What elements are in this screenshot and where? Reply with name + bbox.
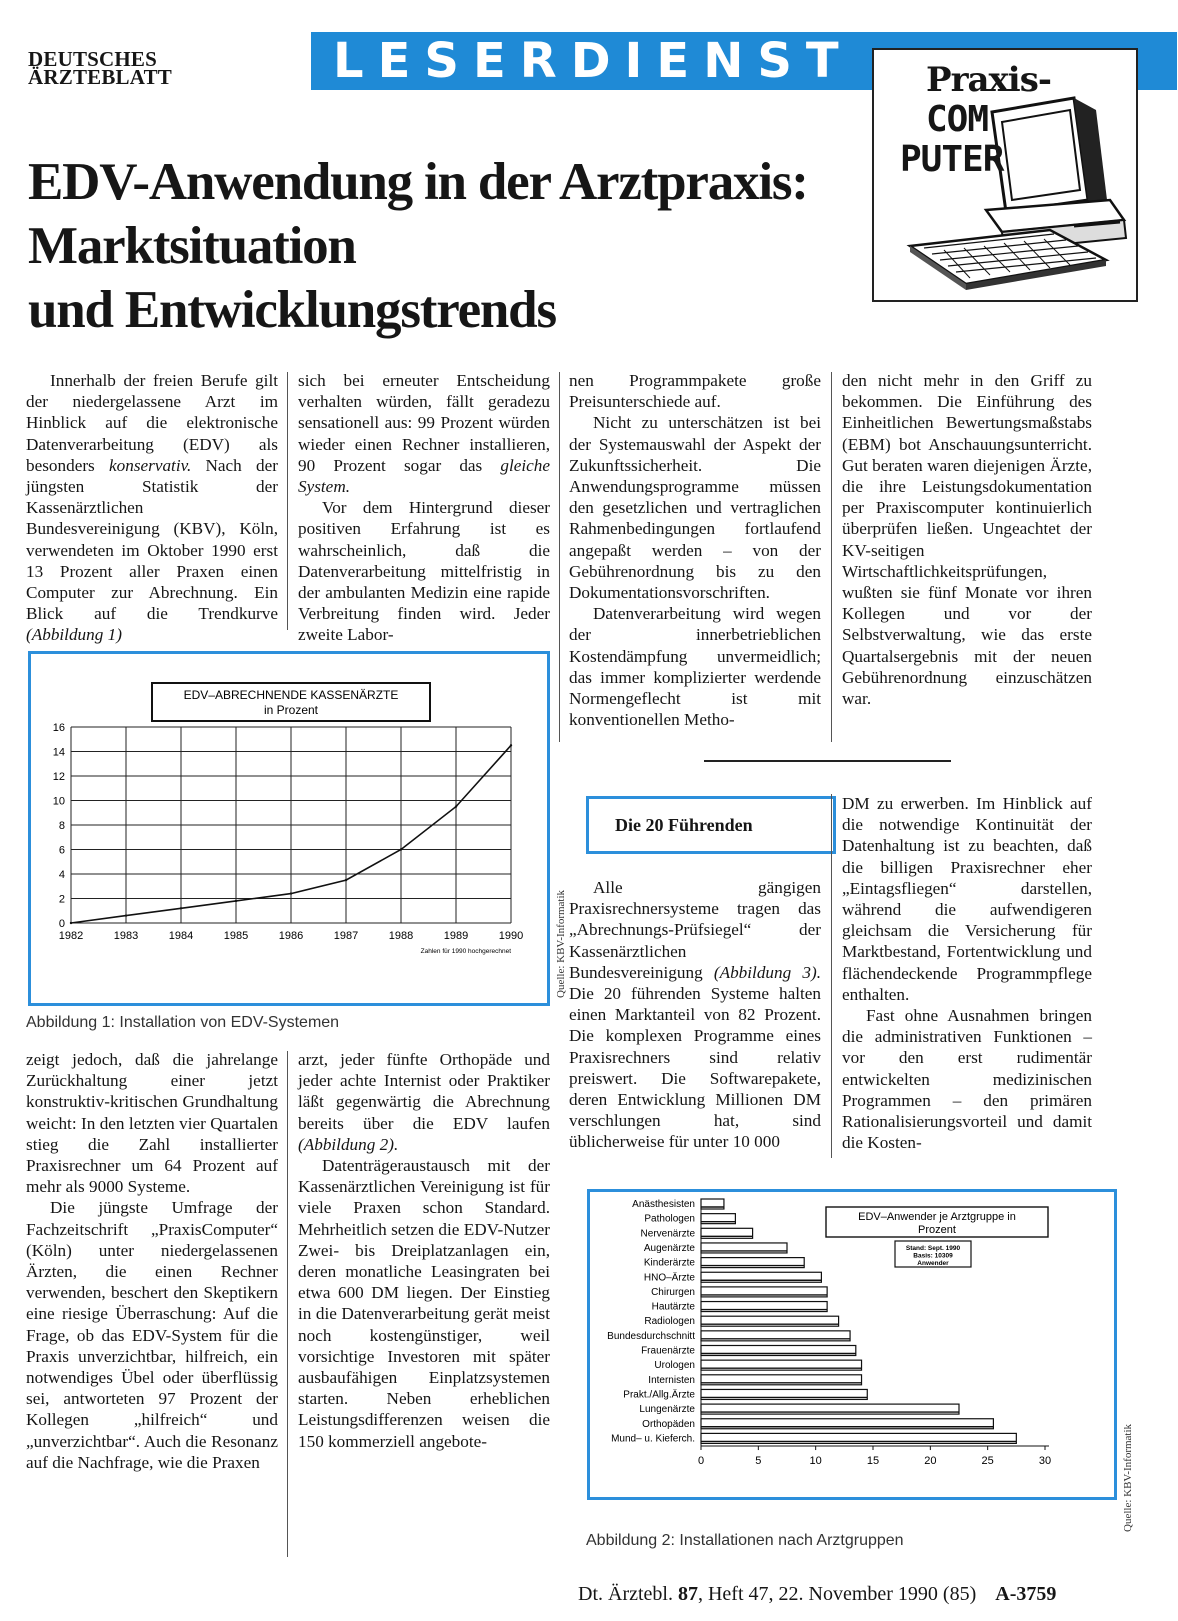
x-tick-label: 1982 xyxy=(58,930,84,942)
logo-line-1: Praxis- xyxy=(926,60,1051,100)
figure-1-caption: Abbildung 1: Installation von EDV-Systemen xyxy=(26,1014,340,1031)
emphasis: (Abbildung 2). xyxy=(298,1134,399,1154)
masthead xyxy=(28,47,172,89)
x-tick-label: 1984 xyxy=(168,930,194,942)
figure-2-frame xyxy=(587,1189,1117,1500)
emphasis: (Abbildung 3). xyxy=(713,962,821,982)
x-tick-label: 5 xyxy=(755,1455,762,1468)
separator-rule xyxy=(704,760,951,762)
category-label: Radiologen xyxy=(644,1316,695,1328)
x-tick-label: 1990 xyxy=(498,930,524,942)
x-tick-label: 1988 xyxy=(388,930,414,942)
data-point xyxy=(345,879,347,881)
column-1-top xyxy=(26,370,278,645)
article-title xyxy=(28,150,808,342)
paragraph xyxy=(298,1049,550,1155)
title-line-3: und Entwicklungstrends xyxy=(28,281,556,339)
y-tick-label: 16 xyxy=(52,722,65,734)
section-banner-label: LESERDIENST xyxy=(333,33,853,89)
paragraph: DM zu erwerben. Im Hinblick auf die notwendige Kontinuität der Datenhaltung ist zu beachten, daß die billigen Praxisrechner eher „Eintagsfliegen“ darstellen, während die aufwendigeren gleichsam die Versicherung für Marktbestand, Fortentwicklung und flächendeckende Programmpflege enthalten. xyxy=(842,794,1092,1004)
paragraph: Datenträgeraustausch mit der Kassenärztlichen Vereinigung ist für viele Praxen schon Standard. Mehrheitlich setzen die EDV-Nutzer Zwei- bis Dreiplatzanlagen ein, deren monatliche Leasingraten bei etwa 600 DM liegen. Der Einstieg in die Datenverarbeitung gerät meist noch kostengünstiger, weil vorsichtige Investoren mit später ausbaufähigen Einplatzsystemen starten. Neben erheblichen Leistungsdifferenzen weisen die 150 kommerziell angebote- xyxy=(298,1156,550,1451)
category-label: HNO–Ärzte xyxy=(643,1272,695,1284)
x-tick-label: 30 xyxy=(1038,1455,1052,1468)
footer-journal: Dt. Ärztebl. xyxy=(578,1583,673,1605)
x-tick-label: 10 xyxy=(809,1455,822,1468)
column-rule xyxy=(831,794,832,1158)
data-point xyxy=(455,805,457,807)
paragraph: nen Programmpakete große Preisunterschiede auf. xyxy=(569,371,821,412)
y-tick-label: 0 xyxy=(58,918,65,930)
data-point xyxy=(400,848,402,850)
text-span: Die 20 führenden Systeme halten einen Marktanteil von 82 Prozent. Die komplexen Programme eines Praxisrechners sind relativ preiswert. Die Softwarepakete, deren Entwicklung Millionen DM verschlungen hat, sind üblicherweise für unter 10 000 xyxy=(569,984,821,1152)
paragraph xyxy=(26,370,278,646)
y-tick-label: 10 xyxy=(52,795,65,808)
category-label: Lungenärzte xyxy=(639,1404,695,1416)
x-tick-label: 0 xyxy=(697,1455,705,1468)
y-tick-label: 4 xyxy=(58,869,65,881)
category-label: Anästhesisten xyxy=(632,1199,695,1210)
logo-line-2: COM xyxy=(926,99,989,140)
paragraph: Die jüngste Umfrage der Fachzeitschrift „PraxisComputer“ (Köln) unter niedergelassenen Ärzten, die einen Rechner verwenden, beschert den Skeptikern eine riesige Überraschung: Auf die Frage, ob das EDV-System für die Praxis unverzichtbar, hilfreich, ein notwendiges Übel oder überflüssig sei, antworteten 97 Prozent der Kollegen „hilfreich“ und „unverzichtbar“. Auch die Resonanz auf die Nachfrage, wie die Praxen xyxy=(26,1198,278,1472)
x-tick-label: 1985 xyxy=(223,930,249,942)
chart-title-line-1: EDV–Anwender je Arztgruppe in xyxy=(858,1211,1016,1223)
column-rule xyxy=(287,372,288,630)
y-tick-label: 6 xyxy=(58,844,65,857)
category-label: Nervenärzte xyxy=(640,1228,695,1240)
category-label: Kinderärzte xyxy=(643,1257,695,1269)
category-label: Frauenärzte xyxy=(641,1345,695,1357)
text-span: sich bei erneuter Entscheidung verhalten würden, fällt geradezu sensationell aus: 99 Prozent würden wieder einen Rechner installieren, 90 Prozent sogar das xyxy=(298,371,550,475)
data-point xyxy=(125,914,127,916)
figure-1-source: Quelle: KBV-Informatik xyxy=(555,889,567,998)
text-span: arzt, jeder fünfte Orthopäde und jeder achte Internist oder Praktiker läßt gegenwärtig die Abrechnung bereits über die EDV laufen xyxy=(298,1050,550,1133)
footer-issue: , Heft 47, 22. November 1990 (85) xyxy=(697,1583,977,1605)
column-4-top xyxy=(842,370,1092,742)
paragraph xyxy=(298,370,550,497)
text-span: Nach der jüngsten Statistik der Kassenärztlichen Bundesvereinigung (KBV), Köln, verwendeten im Oktober 1990 erst 13 Prozent aller Praxen einen Computer zur Abrechnung. Ein Blick auf die Trendkurve xyxy=(26,455,278,624)
category-label: Prakt./Allg.Ärzte xyxy=(623,1389,695,1401)
column-3-bottom xyxy=(569,877,821,1159)
paragraph: Nicht zu unterschätzen ist bei der Systemauswahl der Aspekt der Zukunftssicherheit. Die Anwendungsprogramme müssen den gesetzlichen und vertraglichen Rahmenbedingungen fortlaufend angepaßt werden – von der Gebührenordnung bis zu den Dokumentationsvorschriften. xyxy=(569,413,821,603)
title-line-2: Marktsituation xyxy=(28,217,356,275)
column-4-bottom xyxy=(842,793,1092,1159)
emphasis: gleiche System. xyxy=(298,455,550,497)
masthead-line-1: DEUTSCHES xyxy=(28,47,158,71)
annotation-text: Stand: Sept. 1990 xyxy=(905,1245,961,1252)
column-rule xyxy=(287,1051,288,1557)
emphasis: (Abbildung 1) xyxy=(26,625,122,645)
sidebar-box-title: Die 20 Führenden xyxy=(586,796,836,854)
category-label: Urologen xyxy=(654,1360,695,1372)
figure-2-source: Quelle: KBV-Informatik xyxy=(1122,1423,1134,1532)
data-point xyxy=(235,900,237,902)
column-3-top xyxy=(569,370,821,742)
category-label: Chirurgen xyxy=(651,1286,695,1298)
praxis-computer-logo xyxy=(872,48,1138,302)
x-tick-label: 25 xyxy=(981,1455,994,1468)
page-footer xyxy=(578,1583,1056,1606)
figure-1-frame xyxy=(28,651,550,1006)
category-label: Internisten xyxy=(648,1374,695,1386)
y-tick-label: 12 xyxy=(52,771,65,783)
paragraph: den nicht mehr in den Griff zu bekommen. Die Einführung des Einheitlichen Bewertungsmaßstabs (EBM) bot Anschauungsunterricht. Gut beraten waren diejenigen Ärzte, die ihre Leistungsdokumentation per Praxiscomputer kontinuierlich überprüfen ließen. Ungeachtet der KV-seitigen Wirtschaftlichkeitsprüfungen, wußten sie fünf Monate vor ihren Kollegen und vor der Selbstverwaltung, wie das erste Quartalsergebnis mit der neuen Gebührenordnung einzuschätzen war. xyxy=(842,371,1092,709)
logo-line-3: PUTER xyxy=(900,139,1004,180)
figure-2-caption: Abbildung 2: Installationen nach Arztgruppen xyxy=(586,1532,904,1549)
emphasis: konservativ. xyxy=(109,455,192,475)
paragraph: Datenverarbeitung wird wegen der innerbetrieblichen Kostendämpfung unvermeidlich; das immer komplizierter werdende Normengeflecht ist mit konventionellen Metho- xyxy=(569,604,821,730)
column-1-bottom xyxy=(26,1049,278,1559)
x-tick-label: 1983 xyxy=(113,930,139,942)
annotation-text: Basis: 10309 xyxy=(913,1252,953,1260)
category-label: Augenärzte xyxy=(643,1242,695,1254)
paragraph: Vor dem Hintergrund dieser positiven Erfahrung ist es wahrscheinlich, daß die Datenverarbeitung mittelfristig in der ambulanten Medizin eine rapide Verbreitung finden wird. Jeder zweite Labor- xyxy=(298,498,550,645)
chart-note: Zahlen für 1990 hochgerechnet xyxy=(420,948,511,955)
paragraph: Fast ohne Ausnahmen bringen die administrativen Funktionen – vor den erst rudimentär entwickelten medizinischen Programmen – den primären Rationalisierungsvorteil und damit die Kosten- xyxy=(842,1006,1092,1153)
y-tick-label: 8 xyxy=(58,820,65,832)
data-point xyxy=(70,922,72,924)
x-tick-label: 1989 xyxy=(443,930,469,942)
paragraph: zeigt jedoch, daß die jahrelange Zurückhaltung einer jetzt konstruktiv-kritischen Grundhaltung weicht: In den letzten vier Quartalen stieg die Zahl installierter Praxisrechner um 64 Prozent auf mehr als 9000 Systeme. xyxy=(26,1050,278,1197)
y-tick-label: 2 xyxy=(58,893,65,906)
chart-title-line-2: in Prozent xyxy=(263,703,319,717)
footer-volume: 87 xyxy=(677,1583,698,1605)
logo-text xyxy=(900,60,1051,180)
masthead-line-2: ÄRZTEBLATT xyxy=(28,65,172,89)
title-line-1: EDV-Anwendung in der Arztpraxis: xyxy=(28,153,808,211)
data-point xyxy=(290,892,292,894)
column-2-top xyxy=(298,370,550,645)
chart-title-line-2: Prozent xyxy=(918,1224,956,1236)
data-point xyxy=(510,744,512,746)
category-label: Orthopäden xyxy=(642,1418,695,1430)
column-2-bottom xyxy=(298,1049,550,1559)
category-label: Pathologen xyxy=(644,1213,695,1225)
chart-title-line-1: EDV–ABRECHNENDE KASSENÄRZTE xyxy=(183,688,399,702)
x-tick-label: 1987 xyxy=(333,930,359,942)
x-tick-label: 1986 xyxy=(278,930,304,942)
data-point xyxy=(180,907,182,909)
x-tick-label: 15 xyxy=(866,1455,880,1468)
category-label: Mund– u. Kieferch. xyxy=(611,1433,695,1445)
category-label: Hautärzte xyxy=(651,1301,695,1313)
text-span: Innerhalb der freien Berufe gilt der niedergelassene Arzt im Hinblick auf die elektronische Datenverarbeitung (EDV) als besonders xyxy=(26,371,278,475)
text-span: Alle gängigen Praxisrechnersysteme tragen das „Abrechnungs-Prüfsiegel“ der Kassenärztlichen Bundesvereinigung xyxy=(569,878,821,982)
paragraph xyxy=(569,877,821,1153)
annotation-text: Anwender xyxy=(917,1260,949,1267)
category-label: Bundesdurchschnitt xyxy=(607,1330,695,1342)
column-rule xyxy=(559,372,560,742)
y-tick-label: 14 xyxy=(52,746,65,759)
bar-chart xyxy=(590,1192,1114,1497)
line-chart xyxy=(31,654,547,1003)
column-rule xyxy=(831,372,832,742)
x-tick-label: 20 xyxy=(924,1455,937,1468)
footer-page: A-3759 xyxy=(995,1583,1057,1605)
